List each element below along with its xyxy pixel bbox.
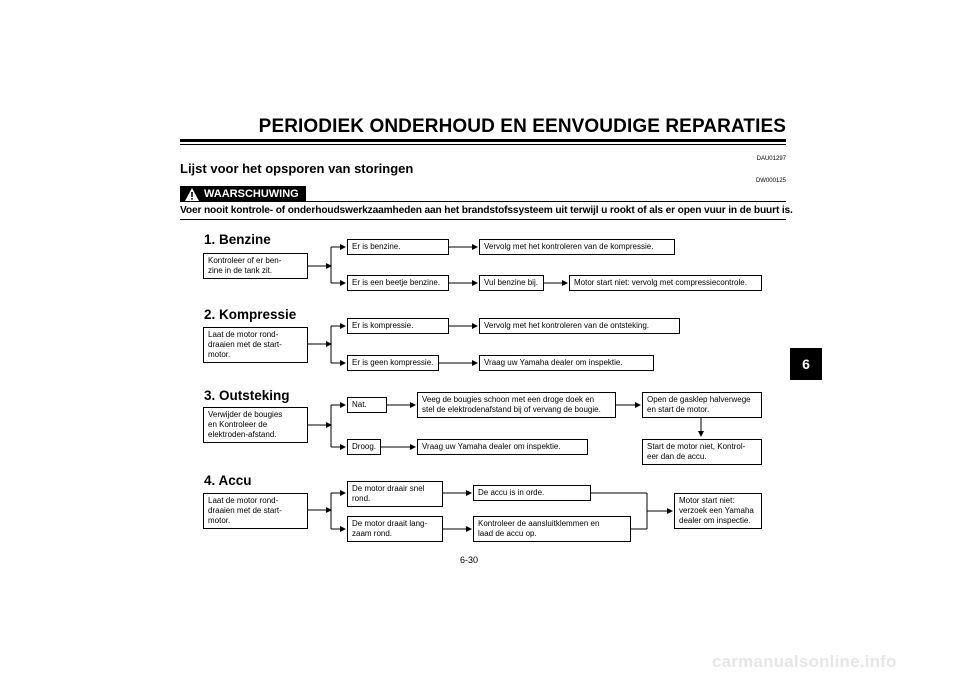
step-3-wet-result: Open de gasklep halverwege en start de motor. bbox=[642, 392, 762, 418]
step-2-option-1-result: Vervolg met het kontroleren van de ontsteking. bbox=[479, 318, 680, 334]
step-2-option-2: Er is geen kompressie. bbox=[347, 355, 439, 371]
step-4-fast-result: De accu is in orde. bbox=[473, 485, 591, 501]
step-3-option-wet: Nat. bbox=[347, 397, 387, 413]
step-1-start-box: Kontroleer of er ben- zine in de tank zit. bbox=[203, 253, 308, 279]
step-2-option-1: Er is kompressie. bbox=[347, 318, 449, 334]
step-2-option-2-result: Vraag uw Yamaha dealer om inspektie. bbox=[479, 355, 654, 371]
step-4-final-box: Motor start niet: verzoek een Yamaha dealer om inspectie. bbox=[674, 493, 762, 529]
step-3-start-box: Verwijder de bougies en Kontroleer de elektroden-afstand. bbox=[203, 407, 308, 443]
document-code: DAU01297 bbox=[756, 156, 786, 162]
step-3-dry-result: Vraag uw Yamaha dealer om inspektie. bbox=[417, 439, 588, 455]
step-1-option-1-result: Vervolg met het kontroleren van de kompressie. bbox=[479, 239, 675, 255]
step-3-title: 3. Outsteking bbox=[204, 388, 290, 403]
step-4-option-fast: De motor draair snel rond. bbox=[347, 481, 443, 507]
step-1-option-2-result: Motor start niet: vervolg met compressiecontrole. bbox=[569, 275, 762, 291]
step-1-title: 1. Benzine bbox=[204, 232, 271, 247]
step-3-wet-action: Veeg de bougies schoon met een droge doek en stel de elektrodenafstand bij of vervang de bougie. bbox=[417, 392, 616, 418]
step-4-title: 4. Accu bbox=[204, 473, 252, 488]
watermark-footer: carmanualsonline.info bbox=[712, 652, 897, 671]
step-1-option-1: Er is benzine. bbox=[347, 239, 449, 255]
warning-text: Voer nooit kontrole- of onderhoudswerkzaamheden aan het brandstofssysteem uit terwijl u rookt of als er open vuur in de buurt is. bbox=[180, 205, 793, 216]
warning-code: DW000125 bbox=[755, 178, 786, 184]
step-4-option-slow: De motor draait lang- zaam rond. bbox=[347, 516, 443, 542]
step-1-option-2: Er is een beetje benzine. bbox=[347, 275, 449, 291]
step-3-wet-final: Start de motor niet, Kontrol- eer dan de accu. bbox=[642, 439, 762, 465]
chapter-tab: 6 bbox=[790, 348, 822, 380]
step-2-start-box: Laat de motor rond- draaien met de start- motor. bbox=[203, 327, 308, 363]
page-header-title: PERIODIEK ONDERHOUD EN EENVOUDIGE REPARATIES bbox=[258, 116, 786, 137]
step-3-option-dry: Droog. bbox=[347, 439, 381, 455]
step-4-slow-result: Kontroleer de aansluitklemmen en laad de accu op. bbox=[473, 516, 631, 542]
section-title: Lijst voor het opsporen van storingen bbox=[180, 161, 414, 176]
step-2-title: 2. Kompressie bbox=[204, 307, 297, 322]
warning-label: WAARSCHUWING bbox=[204, 188, 299, 200]
page-number: 6-30 bbox=[460, 555, 479, 565]
step-1-option-2-action: Vul benzine bij. bbox=[479, 275, 544, 291]
step-4-start-box: Laat de motor rond- draaien met de start- motor. bbox=[203, 493, 308, 529]
